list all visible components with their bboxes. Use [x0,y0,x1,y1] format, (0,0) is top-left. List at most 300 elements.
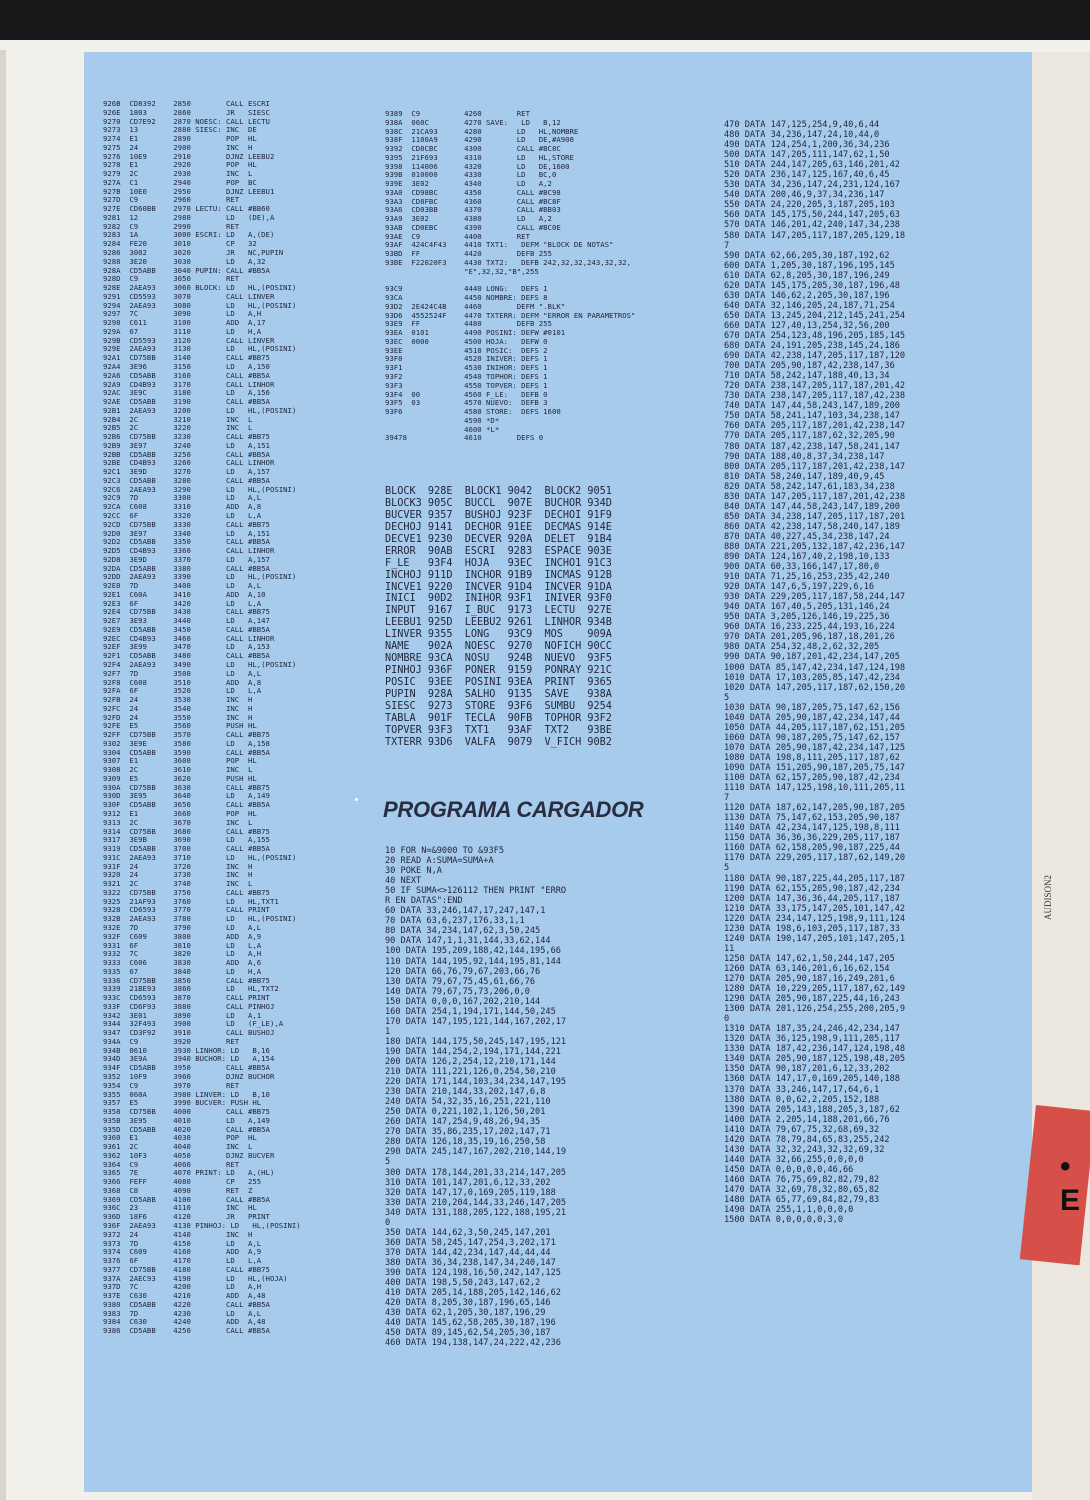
listing-line: PUPIN 928A SALHO 9135 SAVE 938A [385,688,612,700]
listing-line: 938C 21CA93 4280 LD HL,NOMBRE [385,127,579,136]
listing-line: 590 DATA 62,66,205,30,187,192,62 [724,250,890,261]
listing-line: 740 DATA 147,44,58,243,147,189,200 [724,401,900,412]
listing-line: 60 DATA 33,246,147,17,247,147,1 [385,906,546,917]
listing-line: 9344 32F493 3900 LD (F_LE),A [103,1020,284,1029]
listing-line: 9355 060A 3980 LINVER: LD B,10 [103,1090,270,1099]
listing-line: 929B CD5593 3120 CALL LINVER [103,336,275,345]
listing-line: 935D CD5ABB 4020 CALL #BB5A [103,1125,270,1134]
listing-line: 92E1 C60A 3410 ADD A,10 [103,590,266,599]
listing-line: 9308 2C 3610 INC L [103,766,253,775]
listing-line: 935B 3E95 4010 LD A,149 [103,1116,270,1125]
listing-line: 980 DATA 254,32,48,2,62,32,205 [724,642,880,653]
listing-line: 270 DATA 35,86,235,17,202,147,71 [385,1127,551,1138]
listing-line: 9317 3E9B 3690 LD A,155 [103,836,270,845]
listing-line: 9365 7E 4070 PRINT: LD A,(HL) [103,1169,275,1178]
listing-line: 170 DATA 147,195,121,144,167,202,17 [385,1016,567,1027]
listing-line: 820 DATA 58,242,147,61,183,34,238 [724,481,895,492]
listing-line: 150 DATA 0,0,0,167,202,210,144 [385,996,541,1007]
listing-line: 160 DATA 254,1,194,171,144,50,245 [385,1006,556,1017]
listing-line: 9342 3E01 3890 LD A,1 [103,1011,262,1020]
listing-line: 430 DATA 62,1,205,30,187,196,29 [385,1308,546,1319]
listing-line: 9335 67 3840 LD H,A [103,967,262,976]
listing-line: 92EC CD4B93 3460 CALL LINHOR [103,634,275,643]
listing-line: "E",32,32,"B",255 [385,267,539,276]
listing-line: DECVE1 9230 DECVER 920A DELET 91B4 [385,533,612,545]
listing-line: 9374 C609 4160 ADD A,9 [103,1248,262,1257]
listing-line: 1090 DATA 151,205,90,187,205,75,147 [724,763,906,773]
listing-line: 530 DATA 34,236,147,24,231,124,167 [724,180,900,191]
listing-line: 1010 DATA 17,103,205,85,147,42,234 [724,672,900,683]
listing-line: 932F C609 3800 ADD A,9 [103,932,262,941]
listing-line: 93F2 4540 TOPHOR: DEFS 1 [385,372,548,381]
listing-line: 1420 DATA 78,79,84,65,83,255,242 [724,1134,890,1145]
assembly-listing-middle [385,110,715,443]
listing-line: 1160 DATA 62,158,205,90,187,225,44 [724,843,900,854]
listing-line: INCHOJ 911D INCHOR 91B9 INCMAS 912B [385,569,612,581]
listing-line: 9319 CD5ABB 3700 CALL #BB5A [103,845,270,854]
listing-line: BLOCK 928E BLOCK1 9042 BLOCK2 9051 [385,486,612,497]
listing-line: 9286 3002 3020 JR NC,PUPIN [103,249,284,258]
listing-line: 5 [724,863,730,874]
listing-line: 9321 2C 3740 INC L [103,880,253,889]
listing-line: 790 DATA 188,40,8,37,34,238,147 [724,451,885,462]
listing-line: 92FC 24 3540 INC H [103,704,253,713]
listing-line: 9361 2C 4040 INC L [103,1143,253,1152]
listing-line: 92FF CD75BB 3570 CALL #BB75 [103,731,270,740]
listing-line: 10 FOR N=&9000 TO &93F5 [385,846,504,856]
listing-line: 927D C9 2960 RET [103,196,240,205]
listing-line: PINHOJ 936F PONER 9159 PONRAY 921C [385,665,612,677]
listing-line: 1330 DATA 187,42,236,147,124,198,48 [724,1044,906,1055]
listing-line: 870 DATA 40,227,45,34,238,147,24 [724,531,890,542]
listing-line: 1020 DATA 147,205,117,187,62,150,20 [724,682,906,693]
listing-line: 9312 E1 3660 POP HL [103,810,257,819]
listing-line: 92D8 3E9D 3370 LD A,157 [103,555,270,564]
listing-line: 927A C1 2940 POP BC [103,178,257,187]
listing-line: 80 DATA 34,234,147,62,3,50,245 [385,926,541,937]
listing-line: 1460 DATA 76,75,69,82,82,79,82 [724,1174,880,1185]
listing-line: 950 DATA 3,205,126,146,19,225,36 [724,612,890,623]
listing-line: 934D 3E9A 3940 BUCHOR: LD A,154 [103,1055,275,1064]
listing-line: 936F 2AEA93 4130 PINHOJ: LD HL,(POSINI) [103,1222,301,1230]
listing-line: 1300 DATA 201,126,254,255,200,205,9 [724,1004,906,1015]
listing-line: 9322 CD75BB 3750 CALL #BB75 [103,888,270,897]
listing-line: 9389 C9 4260 RET [385,110,530,118]
listing-line: 1320 DATA 36,125,198,9,111,205,117 [724,1034,900,1045]
listing-line: 92DD 2AEA93 3390 LD HL,(POSINI) [103,573,297,582]
listing-line: 92B6 CD75BB 3230 CALL #BB75 [103,433,270,442]
listing-line: 690 DATA 42,238,147,205,117,187,120 [724,351,906,362]
listing-line: 92FB 24 3530 INC H [103,696,253,705]
listing-line: 880 DATA 221,205,132,187,42,236,147 [724,541,906,552]
listing-line: 931F 24 3720 INC H [103,862,253,871]
listing-line: 730 DATA 238,147,205,117,187,42,238 [724,391,906,402]
listing-line: 630 DATA 146,62,2,205,30,187,196 [724,290,890,301]
listing-line: 93AF 424C4F43 4410 TXT1: DEFM "BLOCK DE NOTAS" [385,241,614,250]
listing-line: BUCVER 9357 BUSHOJ 923F DECHOI 91F9 [385,509,612,521]
listing-line: 340 DATA 131,188,205,122,188,195,21 [385,1207,567,1218]
listing-line: LEEBU1 925D LEEBU2 9261 LINHOR 934B [385,617,612,629]
listing-line [385,277,715,286]
listing-line: 320 DATA 147,17,0,169,205,119,188 [385,1187,556,1198]
listing-line: 9309 E5 3620 PUSH HL [103,774,257,783]
listing-line: 93A9 3E02 4380 LD A,2 [385,215,552,224]
listing-line: 860 DATA 42,238,147,58,240,147,189 [724,521,900,532]
listing-line: 70 DATA 63,6,237,176,33,1,1 [385,916,525,927]
listing-line: 92F8 C608 3510 ADD A,8 [103,678,262,687]
listing-line: 928E 2AEA93 3060 BLOCK: LD HL,(POSINI) [103,284,297,293]
listing-line: 1170 DATA 229,205,117,187,62,149,20 [724,853,906,864]
listing-line: 92F4 2AEA93 3490 LD HL,(POSINI) [103,661,297,669]
listing-line: 9307 E1 3600 POP HL [103,757,257,766]
listing-line: 934F CD5ABB 3950 CALL #BB5A [103,1064,270,1073]
listing-line: 750 DATA 58,241,147,103,34,238,147 [724,411,900,422]
listing-line: TABLA 901F TECLA 90FB TOPHOR 93F2 [385,712,612,724]
listing-line: 92CC 6F 3320 LD L,A [103,511,262,520]
listing-line: 92FD 24 3550 INC H [103,713,253,722]
listing-line: 200 DATA 126,2,254,12,210,171,144 [385,1056,556,1067]
listing-line: LINVER 9355 LONG 93C9 MOS 909A [385,629,612,641]
listing-line: 9298 C611 3100 ADD A,17 [103,319,266,328]
listing-line: 92A1 CD75BB 3140 CALL #BB75 [103,354,270,363]
listing-line: 800 DATA 205,117,187,201,42,238,147 [724,461,906,472]
listing-line: 92B5 2C 3220 INC L [103,424,253,433]
listing-line: 934B 0610 3930 LINHOR: LD B,16 [103,1046,270,1055]
listing-line: 937D 7C 4200 LD A,H [103,1283,262,1292]
listing-line: 760 DATA 205,117,187,201,42,238,147 [724,421,906,432]
listing-line: 970 DATA 201,205,96,187,18,201,26 [724,632,895,643]
listing-line: 1280 DATA 10,229,205,117,187,62,149 [724,984,906,995]
listing-line: 9369 CD5ABB 4100 CALL #BB5A [103,1195,270,1204]
listing-line: 11 [724,943,735,954]
listing-line: 93EC 0000 4500 HOJA: DEFW 0 [385,337,548,346]
listing-line: 92BE CD4B93 3260 CALL LINHOR [103,459,275,468]
listing-line: 540 DATA 200,46,9,37,34,236,147 [724,190,885,201]
listing-line: 939B 010000 4330 LD BC,0 [385,171,557,180]
listing-line: 1450 DATA 0,0,0,0,0,46,66 [724,1164,854,1175]
data-listing-right [724,120,1024,1225]
listing-line: 930F CD5ABB 3650 CALL #BB5A [103,801,270,810]
listing-line: 929E 2AEA93 3130 LD HL,(POSINI) [103,345,297,354]
listing-line: 936D 18F6 4120 JR PRINT [103,1213,270,1222]
listing-line: 1490 DATA 255,1,1,0,0,0,0 [724,1205,854,1216]
listing-line: 9294 2AEA93 3080 LD HL,(POSINI) [103,301,297,310]
listing-line: 770 DATA 205,117,187,62,32,205,90 [724,431,895,442]
listing-line: 93D2 2E424C4B 4460 DEFM ".BLK" [385,302,566,311]
listing-line: 1000 DATA 85,147,42,234,147,124,198 [724,662,906,673]
listing-line: 930A CD75BB 3630 CALL #BB75 [103,783,270,792]
listing-line: INPUT 9167 I_BUC 9173 LECTU 927E [385,605,612,617]
listing-line: 0 [385,1217,391,1228]
listing-line: 220 DATA 171,144,103,34,234,147,195 [385,1077,567,1088]
listing-line: 240 DATA 54,32,35,16,251,221,110 [385,1097,551,1108]
listing-line: 39478 4610 DEFS 0 [385,434,544,443]
listing-line: 92C3 CD5ABB 3280 CALL #BB5A [103,476,270,485]
listing-line: 92E0 7D 3400 LD A,L [103,582,262,591]
listing-line: F_LE 93F4 HOJA 93EC INCHO1 91C3 [385,557,612,569]
listing-line: 93F3 4550 TOPVER: DEFS 1 [385,381,548,390]
listing-line: 940 DATA 167,40,5,205,131,146,24 [724,602,890,613]
listing-line: 92C6 2AEA93 3290 LD HL,(POSINI) [103,485,297,494]
listing-line: 931C 2AEA93 3710 LD HL,(POSINI) [103,853,297,862]
listing-line: 1370 DATA 33,246,147,17,64,6,1 [724,1084,880,1095]
listing-line: 20 READ A:SUMA=SUMA+A [385,856,494,867]
listing-line: 1500 DATA 0,0,0,0,0,3,0 [724,1215,843,1226]
listing-line: 1100 DATA 62,157,205,90,187,42,234 [724,773,900,784]
listing-line: 92E9 CD5ABB 3450 CALL #BB5A [103,625,270,634]
listing-line: 650 DATA 13,245,204,212,145,241,254 [724,310,906,321]
listing-line: 360 DATA 58,245,147,254,3,202,171 [385,1237,556,1248]
listing-line: 700 DATA 205,90,187,42,238,147,36 [724,361,895,372]
listing-line: 1220 DATA 234,147,125,198,9,111,124 [724,913,906,924]
listing-line: 92E3 6F 3420 LD L,A [103,599,262,608]
listing-line: 9281 12 2980 LD (DE),A [103,213,275,222]
listing-line: 520 DATA 236,147,125,167,40,6,45 [724,170,890,181]
listing-line: 1400 DATA 2,205,14,188,201,66,76 [724,1114,890,1125]
listing-line: 1050 DATA 44,205,117,187,62,151,205 [724,722,906,733]
listing-line: 1 [385,1026,391,1037]
listing-line: 9380 CD5ABB 4220 CALL #BB5A [103,1300,270,1309]
listing-line: 9362 10F3 4050 DJNZ BUCVER [103,1151,275,1160]
listing-line: 92AC 3E9C 3180 LD A,156 [103,389,270,398]
listing-line: 92C1 3E9D 3270 LD A,157 [103,468,270,477]
listing-line: 780 DATA 187,42,238,147,58,241,147 [724,441,900,452]
listing-line: 9339 21BE93 3860 LD HL,TXT2 [103,985,279,994]
page-gutter [1032,52,1090,1500]
listing-line: 280 DATA 126,18,35,19,16,250,58 [385,1137,546,1148]
listing-line: 937A 2AEC93 4190 LD HL,(HOJA) [103,1274,288,1283]
listing-line: 4600 *L* [385,425,500,434]
listing-line: 910 DATA 71,25,16,253,235,42,240 [724,572,890,583]
listing-line: POSIC 93EE POSINI 93EA PRINT 9365 [385,677,612,688]
listing-line: 93BE F22020F3 4430 TXT2: DEFB 242,32,32,243,32,32, [385,259,632,268]
listing-line: 9347 CD3F92 3910 CALL BUSHOJ [103,1029,275,1038]
listing-line: 92D0 3E97 3340 LD A,151 [103,529,270,538]
listing-line: 92E7 3E93 3440 LD A,147 [103,617,270,626]
listing-line: 92B9 3E97 3240 LD A,151 [103,441,270,450]
listing-line: 9291 CD5593 3070 CALL LINVER [103,292,275,301]
listing-line: 1430 DATA 32,32,243,32,32,69,32 [724,1144,885,1155]
listing-line: 1260 DATA 63,146,201,6,16,62,154 [724,963,890,974]
listing-line: 92E4 CD75BB 3430 CALL #BB75 [103,608,270,617]
listing-line: 900 DATA 60,33,166,147,17,80,0 [724,562,880,573]
listing-line: NOMBRE 93CA NOSU 924B NUEVO 93F5 [385,653,612,665]
listing-line: 1040 DATA 205,90,187,42,234,147,44 [724,712,900,723]
listing-line: 93F4 00 4560 F_LE: DEFB 0 [385,390,548,399]
listing-line: 130 DATA 79,67,75,45,61,66,76 [385,976,536,987]
listing-line: 9283 1A 3000 ESCRI: LD A,(DE) [103,231,275,240]
basic-loader-listing [385,846,715,1348]
listing-line: 230 DATA 210,144,33,202,147,6,8 [385,1087,546,1098]
listing-line: 92CA C608 3310 ADD A,8 [103,503,262,512]
listing-line: 92CD CD75BB 3330 CALL #BB75 [103,520,270,529]
listing-line: 9354 C9 3970 RET [103,1081,240,1090]
listing-line: 1250 DATA 147,62,1,50,244,147,205 [724,953,895,964]
listing-line: 0 [724,1014,730,1025]
listing-line: 110 DATA 144,195,92,144,195,81,144 [385,956,561,967]
listing-line: 936C 23 4110 INC HL [103,1204,257,1213]
listing-line: 960 DATA 16,233,225,44,193,16,224 [724,622,895,633]
listing-line: 928D C9 3050 RET [103,275,240,284]
listing-line: 9352 10F9 3960 DJNZ BUCHOR [103,1072,275,1081]
listing-line: 9320 24 3730 INC H [103,871,253,880]
page-left-edge [0,50,6,1500]
listing-line: 380 DATA 36,34,238,147,34,240,147 [385,1257,556,1268]
listing-line: 290 DATA 245,147,167,202,210,144,19 [385,1147,567,1158]
listing-line: 1150 DATA 36,36,36,229,205,117,187 [724,833,900,844]
listing-line: 9304 CD5ABB 3590 CALL #BB5A [103,748,270,757]
listing-line: 9270 CD7E92 2870 NOESC: CALL LECTU [103,117,270,126]
listing-line: 9279 2C 2930 INC L [103,170,253,179]
listing-line: 92F1 CD5ABB 3480 CALL #BB5A [103,652,270,661]
listing-line: 370 DATA 144,42,234,147,44,44,44 [385,1247,551,1258]
print-speck [355,798,358,801]
listing-line: 93A0 CD98BC 4350 CALL #BC98 [385,188,561,197]
listing-line: 30 POKE N,A [385,866,442,877]
listing-line: BLOCK3 905C BUCCL 907E BUCHOR 934D [385,497,612,509]
listing-line: SIESC 9273 STORE 93F6 SUMBU 9254 [385,700,612,712]
listing-line: 93F0 4520 INIVER: DEFS 1 [385,355,548,364]
listing-line: 927B 10E0 2950 DJNZ LEEBU1 [103,187,275,196]
listing-line: 500 DATA 147,205,111,147,62,1,50 [724,150,890,161]
listing-line: 40 NEXT [385,876,422,887]
listing-line: 440 DATA 145,62,58,205,30,187,196 [385,1318,556,1329]
listing-line: 92AE CD5ABB 3190 CALL #BB5A [103,398,270,407]
listing-line: 93F1 4530 INIHOR: DEFS 1 [385,364,548,373]
listing-line: 480 DATA 34,236,147,24,10,44,0 [724,130,880,141]
listing-line: 9275 24 2900 INC H [103,143,253,152]
listing-line: 620 DATA 145,175,205,30,187,196,48 [724,280,900,291]
listing-line: 550 DATA 24,220,205,3,187,205,103 [724,200,895,211]
listing-line: TOPVER 93F3 TXT1 93AF TXT2 93BE [385,724,612,736]
listing-line: 9395 21F693 4310 LD HL,STORE [385,153,574,162]
listing-line: 93E9 FF 4480 DEFB 255 [385,320,552,329]
listing-line: 92A6 CD5ABB 3160 CALL #BB5A [103,371,270,380]
listing-line: 9274 E1 2890 POP HL [103,135,257,144]
listing-line: 9360 E1 4030 POP HL [103,1134,257,1143]
listing-line: 450 DATA 89,145,62,54,205,30,187 [385,1328,551,1339]
listing-line: 9364 C9 4060 RET [103,1160,240,1169]
listing-line: TXTERR 93D6 VALFA 9079 V_FICH 90B2 [385,736,612,748]
listing-line: 460 DATA 194,138,147,24,222,42,236 [385,1338,561,1349]
listing-line: 9366 FEFF 4080 CP 255 [103,1178,262,1187]
listing-line: 93EE 4510 POSIC: DEFS 2 [385,346,548,355]
listing-line: 9336 CD75BB 3850 CALL #BB75 [103,976,270,985]
listing-line: 92C9 7D 3300 LD A,L [103,494,262,503]
listing-line: DECHOJ 9141 DECHOR 91EE DECMAS 914E [385,521,612,533]
listing-line: 1060 DATA 90,187,205,75,147,62,157 [724,732,900,743]
listing-line: 1310 DATA 187,35,24,246,42,234,147 [724,1024,900,1035]
listing-line: 1200 DATA 147,36,36,44,205,117,187 [724,893,900,904]
listing-line: 92FA 6F 3520 LD L,A [103,687,262,696]
listing-line: 1360 DATA 147,17,0,169,205,140,188 [724,1074,900,1085]
listing-line: 1380 DATA 0,0,62,2,205,152,188 [724,1094,880,1105]
listing-line: 490 DATA 124,254,1,200,36,34,236 [724,140,890,151]
listing-line: 1190 DATA 62,155,205,90,187,42,234 [724,883,900,894]
listing-line: 92F7 7D 3500 LD A,L [103,669,262,678]
listing-line: 927E CD60BB 2970 LECTU: CALL #BB60 [103,205,270,214]
listing-line: 9376 6F 4170 LD L,A [103,1257,262,1266]
listing-line: INICI 90D2 INIHOR 93F1 INIVER 93F0 [385,593,612,605]
listing-line: 93EA 0101 4490 POSINI: DEFW #0101 [385,329,566,338]
listing-line: 92FE E5 3560 PUSH HL [103,722,257,731]
listing-line: 1290 DATA 205,90,187,225,44,16,243 [724,994,900,1005]
listing-line: 1480 DATA 65,77,69,84,82,79,83 [724,1195,880,1206]
listing-line: 810 DATA 58,240,147,189,40,9,45 [724,471,885,482]
listing-line: ERROR 90AB ESCRI 9283 ESPACE 903E [385,545,612,557]
listing-line: 9373 7D 4150 LD A,L [103,1239,262,1248]
listing-line: 934A C9 3920 RET [103,1037,240,1046]
listing-line: 9284 FE20 3010 CP 32 [103,240,257,249]
listing-line: 92BB CD5ABB 3250 CALL #BB5A [103,450,270,459]
listing-line: 990 DATA 90,187,201,42,234,147,205 [724,652,900,663]
listing-line: 1440 DATA 32,66,255,0,0,0,0 [724,1154,864,1165]
listing-line: 300 DATA 178,144,201,33,214,147,205 [385,1167,567,1178]
listing-line: 660 DATA 127,40,13,254,32,56,200 [724,320,890,331]
listing-line: 7 [724,793,730,804]
listing-line: 9386 CD5ABB 4250 CALL #BB5A [103,1327,270,1336]
listing-line: 640 DATA 32,146,205,24,187,71,254 [724,300,895,311]
listing-line: 1410 DATA 79,67,75,32,68,69,32 [724,1124,880,1135]
listing-line: 50 IF SUMA<>126112 THEN PRINT "ERRO [385,886,567,897]
listing-line: 9297 7C 3090 LD A,H [103,310,262,319]
section-tab-label: • E [1060,1150,1081,1217]
listing-line: 580 DATA 147,205,117,187,205,129,18 [724,230,906,241]
listing-line: 9357 E5 3990 BUCVER: PUSH HL [103,1099,262,1108]
listing-line: 1210 DATA 33,175,147,205,101,147,42 [724,903,906,914]
listing-line: 92B4 2C 3210 INC L [103,415,253,424]
listing-line: 92EF 3E99 3470 LD A,153 [103,643,270,652]
listing-line: 9377 CD75BB 4180 CALL #BB75 [103,1265,270,1274]
listing-line: 93A3 CD8FBC 4360 CALL #BC8F [385,197,561,206]
symbol-table [385,486,715,749]
listing-line: 932B 2AEA93 3780 LD HL,(POSINI) [103,915,297,924]
listing-line: 93A6 CD03BB 4370 CALL #BB03 [385,206,561,215]
listing-line: 1030 DATA 90,187,205,75,147,62,156 [724,702,900,713]
listing-line: 1130 DATA 75,147,62,153,205,90,187 [724,813,900,824]
listing-line: 9288 3E20 3030 LD A,32 [103,257,266,266]
listing-line: 90 DATA 147,1,1,31,144,33,62,144 [385,936,551,947]
listing-line: 93F5 03 4570 NUEVO: DEFB 3 [385,399,548,408]
listing-line: 9278 E1 2920 POP HL [103,161,257,170]
listing-line: 1230 DATA 198,6,103,205,117,187,33 [724,923,900,934]
listing-line: 93AE C9 4400 RET [385,232,530,241]
listing-line: 9384 C630 4240 ADD A,48 [103,1318,266,1327]
listing-line: 92D5 CD4B93 3360 CALL LINHOR [103,547,275,556]
listing-line: 93D6 4552524F 4470 TXTERR: DEFM "ERROR EN PARAMETROS" [385,311,636,320]
listing-line: 5 [724,692,730,703]
listing-line: 939E 3E02 4340 LD A,2 [385,180,552,189]
listing-line: 330 DATA 210,204,144,33,246,147,205 [385,1197,567,1208]
listing-line: 929A 67 3110 LD H,A [103,327,262,336]
listing-line: 926E 1803 2860 JR SIESC [103,108,270,117]
listing-line: 840 DATA 147,44,58,243,147,189,200 [724,501,900,512]
listing-line: 140 DATA 79,67,75,73,206,0,0 [385,986,530,997]
listing-line: 1390 DATA 205,143,188,205,3,187,62 [724,1104,900,1115]
listing-line: 9332 7C 3820 LD A,H [103,950,262,959]
listing-line: 570 DATA 146,201,42,240,147,34,238 [724,220,900,231]
listing-line: 937E C630 4210 ADD A,48 [103,1292,266,1301]
listing-line: 600 DATA 1,205,30,187,196,195,145 [724,260,895,271]
listing-line: 100 DATA 195,209,188,42,144,195,66 [385,946,561,957]
listing-line: 180 DATA 144,175,50,245,147,195,121 [385,1036,567,1047]
listing-line: 260 DATA 147,254,9,48,26,94,35 [385,1117,541,1128]
listing-line: 890 DATA 124,167,40,2,198,10,133 [724,552,890,563]
listing-line: 510 DATA 244,147,205,63,146,201,42 [724,160,900,171]
listing-line: 1340 DATA 205,90,187,125,198,48,205 [724,1054,906,1065]
listing-line: 9314 CD75BB 3680 CALL #BB75 [103,827,270,836]
listing-line: 680 DATA 24,191,205,238,145,24,186 [724,341,900,352]
